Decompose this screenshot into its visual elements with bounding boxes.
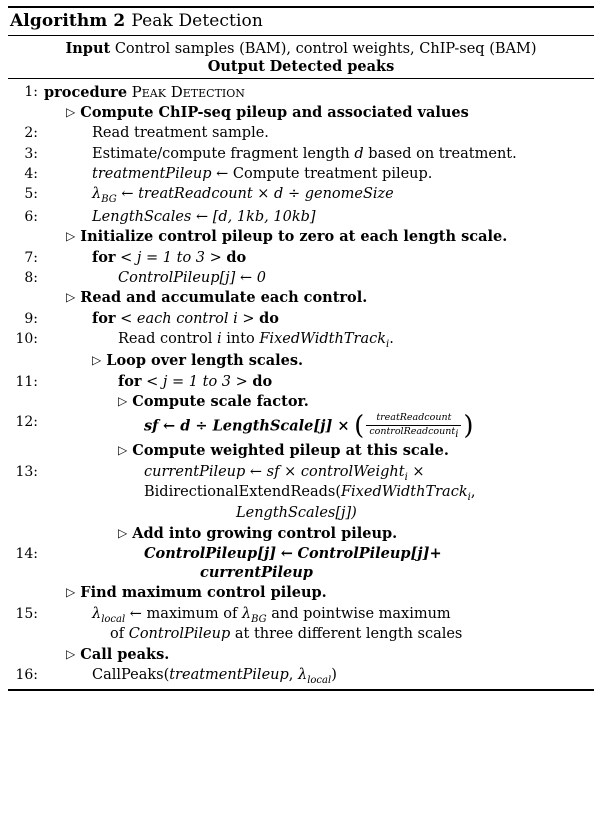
comment-text: Read and accumulate each control.	[80, 289, 368, 307]
for-keyword: for	[118, 372, 142, 390]
statement-text: Read control	[118, 330, 213, 347]
line-body	[44, 104, 594, 123]
line-body	[44, 208, 594, 227]
statement-text: ← treatReadcount × d ÷ genomeSize	[121, 186, 394, 203]
var-control-pileup-rhs: ControlPileup[j]+	[297, 544, 442, 562]
func-bidirectional-extend-reads: BidirectionalExtendReads(	[144, 484, 341, 501]
line-body	[44, 666, 594, 687]
input-text: Control samples (BAM), control weights, ChIP-seq (BAM)	[114, 41, 537, 57]
algorithm-title	[0, 8, 602, 35]
comment-9	[8, 646, 594, 665]
var-fixed-width-track: FixedWidthTrack	[259, 330, 387, 347]
lambda-bg: λ	[92, 186, 102, 203]
triangle-icon: ▷	[118, 525, 128, 540]
line-body	[44, 330, 594, 351]
line-15	[8, 605, 594, 645]
line-number: 14:	[15, 545, 38, 562]
line-13	[8, 463, 594, 524]
line-14-part2	[144, 564, 594, 583]
close-paren: )	[331, 667, 337, 684]
arg-treatment-pileup: treatmentPileup	[169, 667, 289, 684]
line-number: 2:	[24, 125, 38, 142]
line-number: 7:	[24, 249, 38, 266]
triangle-icon: ▷	[92, 353, 102, 368]
output-label: Output	[207, 58, 265, 76]
triangle-icon: ▷	[118, 443, 128, 458]
line-8	[8, 269, 594, 288]
comment-4	[8, 352, 594, 371]
for-condition: < each control i >	[120, 310, 255, 327]
line-body	[44, 525, 594, 544]
assign-arrow: ←	[280, 544, 293, 562]
var-control-pileup: ControlPileup[j]	[144, 544, 277, 562]
var-current-pileup: currentPileup	[200, 563, 313, 581]
line-number: 5:	[24, 186, 38, 203]
triangle-icon: ▷	[118, 394, 128, 409]
comment-text: Initialize control pileup to zero at each length scale.	[80, 228, 508, 246]
statement-text: Read treatment sample.	[92, 125, 269, 142]
line-body	[44, 442, 594, 461]
statement-text: ← maximum of	[129, 605, 238, 622]
for-condition: < j = 1 to 3 >	[120, 249, 222, 266]
line-body	[44, 413, 594, 440]
procedure-name: Peak Detection	[131, 82, 245, 101]
line-body	[44, 310, 594, 329]
line-number: 15:	[15, 605, 38, 622]
var-length-scales: LengthScales	[92, 208, 192, 225]
line-5	[8, 185, 594, 206]
lambda-local-subscript: local	[101, 613, 126, 625]
comment-text: Loop over length scales.	[106, 352, 304, 370]
lambda-local: λ	[92, 605, 102, 622]
line-body	[44, 584, 594, 603]
denominator-text: controlReadcount	[369, 426, 456, 438]
var-d: d	[354, 145, 364, 162]
comment-text: Call peaks.	[80, 645, 170, 663]
var-subscript: i	[404, 471, 408, 483]
scale-fraction	[366, 413, 461, 440]
var-subscript: i	[386, 338, 390, 350]
output-text: Detected peaks	[269, 58, 395, 76]
line-body	[44, 145, 594, 164]
triangle-icon: ▷	[66, 646, 76, 661]
statement-text-2: based on treatment.	[368, 145, 517, 162]
line-number: 8:	[24, 269, 38, 286]
lambda-bg-subscript: BG	[251, 613, 267, 625]
for-condition: < j = 1 to 3 >	[146, 373, 248, 390]
line-2	[8, 124, 594, 143]
right-paren: )	[463, 411, 474, 442]
period: .	[389, 330, 394, 347]
arg-subscript: i	[467, 492, 471, 504]
var-treatment-pileup: treatmentPileup	[92, 166, 212, 183]
line-body	[44, 463, 594, 524]
line-number: 3:	[24, 145, 38, 162]
triangle-icon: ▷	[66, 585, 76, 600]
statement-text-4: at three different length scales	[234, 626, 463, 643]
for-keyword: for	[92, 248, 116, 266]
algorithm-block	[0, 6, 602, 691]
line-1	[8, 83, 594, 103]
comma: ,	[470, 484, 476, 501]
line-body	[44, 165, 594, 184]
line-14	[8, 545, 594, 583]
line-number: 6:	[24, 208, 38, 225]
comment-text: Find maximum control pileup.	[80, 584, 327, 602]
triangle-icon: ▷	[66, 105, 76, 120]
comment-5	[8, 393, 594, 412]
line-number: 16:	[15, 667, 38, 684]
func-call-peaks: CallPeaks(	[92, 667, 170, 684]
var-current-pileup: currentPileup	[144, 463, 246, 480]
line-body	[44, 289, 594, 308]
comment-1	[8, 104, 594, 123]
times-sign: ×	[412, 463, 425, 480]
line-13-part1	[144, 463, 594, 484]
line-body	[44, 124, 594, 143]
line-6	[8, 208, 594, 227]
line-13-part2	[144, 483, 594, 504]
output-line	[34, 58, 568, 76]
bottom-rule	[8, 689, 594, 691]
var-i: i	[216, 330, 222, 347]
triangle-icon: ▷	[66, 229, 76, 244]
lambda-bg: λ	[241, 605, 252, 622]
comment-6	[8, 442, 594, 461]
line-7	[8, 249, 594, 268]
line-number: 10:	[15, 330, 38, 347]
line-14-part1	[144, 545, 594, 564]
left-paren: (	[354, 411, 365, 442]
line-4	[8, 165, 594, 184]
do-keyword: do	[252, 372, 273, 390]
line-16	[8, 666, 594, 687]
comment-text: Compute scale factor.	[132, 393, 309, 410]
algorithm-name: Peak Detection	[131, 11, 263, 31]
statement-text: ControlPileup[j] ← 0	[118, 269, 266, 286]
algorithm-lines	[0, 79, 602, 687]
line-number: 12:	[15, 414, 38, 431]
denominator-subscript: i	[455, 429, 459, 441]
procedure-keyword: procedure	[44, 83, 128, 101]
line-body	[44, 83, 594, 103]
line-body	[44, 393, 594, 412]
line-body	[44, 605, 594, 645]
comment-2	[8, 228, 594, 247]
line-body	[44, 352, 594, 371]
line-body	[44, 249, 594, 268]
triangle-icon: ▷	[66, 290, 76, 305]
line-body	[44, 269, 594, 288]
line-body	[44, 373, 594, 392]
statement-text-2: and pointwise maximum	[271, 605, 451, 622]
comment-3	[8, 289, 594, 308]
line-body	[44, 185, 594, 206]
arg-fixed-width-track: FixedWidthTrack	[340, 484, 468, 501]
line-11	[8, 373, 594, 392]
line-body	[44, 228, 594, 247]
fraction-denominator	[366, 425, 461, 440]
comment-8	[8, 584, 594, 603]
line-number: 4:	[24, 166, 38, 183]
io-block	[0, 36, 602, 78]
statement-text-2: into	[226, 330, 255, 347]
line-15-part2	[92, 625, 594, 644]
comment-text: Compute weighted pileup at this scale.	[132, 442, 449, 460]
statement-text: ← Compute treatment pileup.	[216, 166, 433, 183]
input-label: Input	[65, 40, 111, 57]
comment-7	[8, 525, 594, 544]
algorithm-label: Algorithm 2	[10, 11, 126, 31]
statement-text-3: of	[110, 626, 125, 643]
statement-text: Estimate/compute fragment length	[92, 145, 350, 162]
var-control-pileup: ControlPileup	[128, 626, 231, 643]
input-line	[34, 40, 568, 58]
line-12	[8, 413, 594, 440]
line-body	[44, 646, 594, 665]
comment-text: Compute ChIP-seq pileup and associated values	[80, 104, 469, 122]
statement-text: ← d ÷ LengthScale[j] ×	[163, 418, 350, 435]
do-keyword: do	[226, 248, 247, 266]
line-3	[8, 145, 594, 164]
lambda-bg-subscript: BG	[101, 194, 117, 206]
for-keyword: for	[92, 309, 116, 327]
var-sf: sf	[144, 418, 159, 435]
arg-lambda-subscript: local	[307, 674, 332, 686]
line-body	[44, 545, 594, 583]
line-9	[8, 310, 594, 329]
line-15-part1	[92, 605, 594, 626]
comment-text: Add into growing control pileup.	[132, 524, 398, 542]
statement-text: ← sf × controlWeight	[249, 463, 405, 480]
line-13-part3	[144, 504, 594, 523]
line-number: 11:	[15, 373, 38, 390]
fraction-numerator: treatReadcount	[376, 412, 452, 424]
line-number: 1:	[24, 83, 38, 100]
arg-length-scales: LengthScales[j])	[236, 505, 357, 522]
arg-lambda-local: λ	[298, 667, 308, 684]
line-10	[8, 330, 594, 351]
do-keyword: do	[259, 309, 279, 327]
comma: ,	[288, 667, 294, 684]
statement-text: ← [d, 1kb, 10kb]	[195, 208, 316, 225]
line-number: 9:	[24, 310, 38, 327]
line-number: 13:	[15, 463, 38, 480]
